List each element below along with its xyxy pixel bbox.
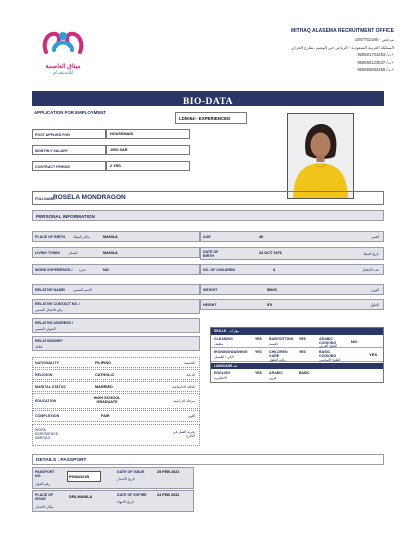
relative-address-label: RELATIVE ADDRESS / [35, 320, 73, 325]
passport-no-value-box [67, 471, 101, 482]
table-row [32, 336, 200, 351]
license-line: مرخص - 1087752186 [354, 37, 394, 42]
skills-row [211, 336, 383, 348]
biodata-title: BIO-DATA [182, 97, 234, 107]
ref-code: LD0054-- EXPERIENCED [179, 116, 231, 121]
dob-label: DATE OF BIRTH [203, 249, 219, 258]
language-value: YES [255, 371, 262, 375]
children-label: NO. OF CHILDREN [203, 268, 235, 272]
education-value: HIGH SCHOOL GRADUATE [93, 396, 121, 404]
employment-row [106, 129, 190, 139]
employment-row [32, 161, 106, 171]
skill-label: BASIC COOKING [319, 350, 337, 359]
language-header-label: LANGUAGE [214, 363, 233, 368]
skill-label: CHILDREN CARE [269, 350, 288, 359]
skill-label-ar: الكي / الغسيل [214, 355, 234, 359]
relative-contact-label: RELATIVE CONTACT NO. / [35, 301, 81, 306]
marital-status-value: MARRIED [95, 384, 113, 389]
language-header-label-ar: لغة [233, 363, 238, 368]
table-row [32, 381, 200, 392]
contract-label: CONTRACT PERIOD [35, 165, 70, 169]
salary-label: MONTHLY SALARY [35, 149, 69, 153]
issue-date-label: DATE OF ISSUE [117, 470, 145, 474]
table-row [32, 424, 200, 446]
skill-label-ar: الطبخ الأساسي [319, 357, 341, 362]
table-row [32, 264, 200, 275]
table-row [32, 393, 200, 409]
logo-arabic-sub: للاستقدام [53, 70, 73, 76]
office-name: MITHAQ ALASEMA RECRUITMENT OFFICE [291, 28, 394, 34]
religion-value: CATHOLIC [95, 372, 115, 377]
table-row [200, 299, 384, 310]
education-label: EDUCATION [35, 399, 57, 403]
language-label-ar: الانجليزية [214, 376, 227, 380]
skills-header-label-ar: مهارات [229, 329, 240, 333]
weight-value: 56KG [267, 287, 277, 292]
language-row [211, 370, 383, 382]
table-row [32, 490, 194, 512]
table-row [32, 357, 200, 368]
applicant-photo [287, 113, 354, 199]
personal-section-bar [32, 210, 384, 221]
employment-row [106, 145, 190, 155]
employment-row [32, 129, 106, 139]
table-row [32, 467, 194, 489]
phone-1: ت/ 966581704263+ [357, 52, 394, 58]
table-row [200, 284, 384, 295]
skill-label-ar: رعاية الطفل [269, 357, 287, 362]
children-value: 4 [273, 267, 276, 272]
post-applied-value: HOUSEMAID [110, 132, 134, 136]
table-row [200, 247, 384, 260]
skill-value: YES [255, 337, 262, 341]
skill-value: YES [369, 352, 378, 357]
education-label-ar: مرحلة الدراسية [173, 399, 195, 403]
skill-label: ARABIC COOKING [319, 337, 337, 346]
place-of-issue-label-ar: مكان الاصدار [35, 505, 54, 509]
place-of-issue-value: DFA MANILA [69, 495, 93, 499]
relationship-label: RELATIONSHIP/ [35, 338, 63, 343]
relationship-label-ar: علاقة [35, 344, 43, 349]
complexion-label: COMPLEXION [35, 414, 60, 418]
table-row [200, 231, 384, 242]
address-line: المملكة العربية السعودية - الرياض حي الوشم ،شارع الحزان [291, 44, 394, 50]
skill-label-ar: الطبخ العربي [319, 344, 338, 348]
skills-table [210, 327, 384, 383]
phone-3: ت/ 966565582268+ [357, 67, 394, 73]
table-row [32, 410, 200, 422]
table-row [32, 369, 200, 380]
language-label-ar: عربي [269, 376, 277, 380]
logo-arabic-name: ميثاق العاصمة [45, 64, 81, 70]
skills-header [211, 328, 383, 335]
passport-no-label-ar: رقم الجواز [35, 482, 50, 486]
relative-name-label: RELATIVE NAME/ [35, 288, 66, 292]
language-label: ENGLISH [214, 371, 230, 375]
place-of-birth-label-ar: مكان الميلاد [73, 235, 90, 239]
passport-section-label: DETAILS : PASSPORT [36, 457, 87, 463]
fullname-label: FULLNAME: [35, 197, 56, 201]
work-abroad-label: WORK EXPERIENCE ABROAD [35, 428, 59, 441]
skill-label-ar: جليسة [269, 342, 279, 346]
fullname-value: ROSELA MONDRAGON [53, 194, 126, 201]
work-experience-value: NO [103, 267, 109, 272]
passport-no-label: PASSPORT NO. [35, 470, 55, 479]
language-value: BASIC [299, 371, 310, 375]
nationality-label: NATIONALITY [35, 361, 59, 365]
age-value: 46 [259, 234, 264, 239]
skill-value: YES [255, 350, 262, 354]
age-label: AGE [203, 235, 211, 239]
issue-date-value: 25 FEB 2022 [157, 470, 180, 474]
language-label: ARABIC [269, 371, 283, 375]
passport-section-bar [32, 454, 384, 465]
work-abroad-label-ar: تجربة العمل في الخارج [172, 430, 195, 438]
place-of-birth-label: PLACE OF BIRTH [35, 235, 66, 239]
living-town-label-ar: السكن [68, 251, 78, 255]
office-contact [291, 27, 394, 74]
relative-contact-label-ar: رقم الاتصال النسبي [35, 307, 63, 312]
religion-label-ar: الديانة [186, 373, 195, 377]
children-label-ar: عدد الأطفال [361, 268, 379, 272]
post-applied-label: POST APPLIED FOR [35, 133, 70, 137]
height-label: HEIGHT [203, 303, 217, 307]
dob-label-ar: تاريخ الميلاد [362, 252, 379, 256]
language-header [211, 363, 383, 369]
height-label-ar: الطول [370, 303, 379, 307]
skill-value: YES [299, 350, 306, 354]
complexion-value: FAIR [101, 414, 110, 418]
marital-status-label: MARITAL STATUS [35, 385, 66, 389]
skill-label-ar: تنظيف [214, 342, 224, 346]
relative-address-label-ar: العنوان النسبي [35, 326, 56, 331]
relative-name-label-ar: الاسم النسبي [73, 288, 92, 292]
skill-value: NO [351, 339, 357, 344]
biodata-banner [32, 91, 384, 106]
weight-label: WEIGHT [203, 288, 218, 292]
contract-value: 2 YRS [110, 164, 121, 168]
fullname-row [32, 191, 384, 205]
work-experience-label-ar: خبرة [79, 268, 86, 272]
living-town-value: MANILA [103, 250, 118, 255]
expiry-date-value: 24 FEB 2032 [157, 493, 180, 497]
table-row [32, 247, 200, 258]
logo-mark-icon [40, 28, 86, 58]
skill-value: YES [299, 337, 306, 341]
marital-status-label-ar: الحالة الاجتماعية [172, 385, 195, 389]
table-row [200, 264, 384, 275]
employment-row [32, 145, 106, 155]
nationality-value: FILIPINO [95, 360, 112, 365]
logo [40, 28, 86, 76]
dob-value: 22 OCT 1976 [259, 250, 282, 255]
table-row [32, 299, 200, 314]
table-row [32, 318, 200, 333]
place-of-birth-value: MANILA [103, 234, 118, 239]
complexion-label-ar: اللون [187, 414, 195, 418]
skills-row [211, 349, 383, 362]
employment-section-label: APPLICATION FOR EMPLOYMENT [34, 110, 107, 115]
issue-date-label-ar: تاريخ الاصدار [117, 477, 135, 481]
nationality-label-ar: الجنسية [183, 361, 195, 365]
skill-label: CLEANING [214, 337, 233, 341]
portrait-icon [288, 114, 353, 198]
expiry-date-label-ar: تاريخ الانتهاء [117, 500, 134, 504]
phone-2: ت/ 966558124537+ [357, 59, 394, 65]
weight-label-ar: الوزن [371, 288, 379, 292]
ref-code-box [175, 112, 247, 124]
place-of-issue-label: PLACE OF ISSUE [35, 493, 54, 502]
religion-label: RELIGION [35, 373, 53, 377]
work-experience-label: WORK EXPERIENCE / [35, 268, 73, 272]
skill-label: BABYSITTING [269, 337, 294, 341]
passport-no-value: P9084321B [69, 474, 90, 479]
skill-label: IRONING/WASHING [214, 350, 248, 354]
living-town-label: LIVING TOWN/ [35, 251, 60, 255]
table-row [32, 231, 200, 242]
age-label-ar: العمر [371, 235, 379, 239]
employment-row [106, 161, 190, 171]
salary-value: 1500 SAR [110, 148, 128, 152]
skills-header-label: SKILLS [214, 329, 227, 333]
height-value: 5'0 [267, 302, 273, 307]
expiry-date-label: DATE OF EXPIRE [117, 493, 147, 497]
table-row [32, 284, 200, 295]
personal-section-label: PERSONAL INFORMATION [36, 213, 95, 219]
